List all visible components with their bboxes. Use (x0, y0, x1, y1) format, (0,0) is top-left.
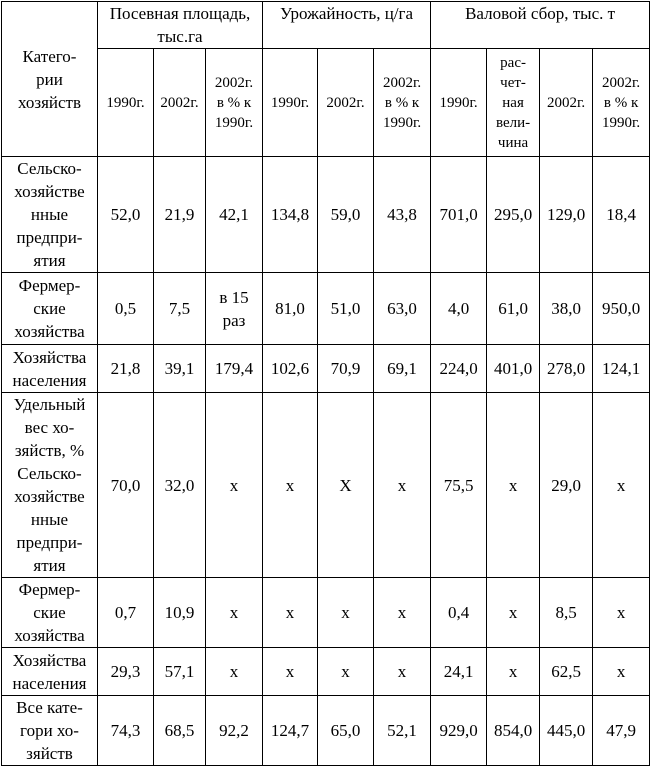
column-header: 1990г. (263, 49, 318, 157)
table-cell: 69,1 (374, 345, 431, 393)
group-header-gross-harvest: Валовой сбор, тыс. т (431, 2, 650, 49)
table-cell: 43,8 (374, 157, 431, 273)
table-cell: 701,0 (431, 157, 487, 273)
table-cell: х (487, 648, 540, 696)
column-header: 1990г. (98, 49, 154, 157)
table-cell: 929,0 (431, 696, 487, 766)
column-header: 2002г. в % к 1990г. (206, 49, 263, 157)
table-row (2, 578, 650, 648)
column-header: 2002г. (154, 49, 206, 157)
row-category: Удельный вес хо- зяйств, % Сельско- хозяйстве нные предпри- ятия (2, 393, 98, 578)
table-cell: х (206, 648, 263, 696)
column-header: 2002г. (318, 49, 374, 157)
table-cell: 39,1 (154, 345, 206, 393)
group-header-sown-area: Посевная площадь, тыс.га (98, 2, 263, 49)
table-cell: в 15 раз (206, 273, 263, 345)
table-cell: х (263, 578, 318, 648)
table-cell: 81,0 (263, 273, 318, 345)
column-header: рас- чет- ная вели- чина (487, 49, 540, 157)
table-cell: 61,0 (487, 273, 540, 345)
table-cell: 854,0 (487, 696, 540, 766)
table-cell: х (263, 393, 318, 578)
table-cell: х (374, 648, 431, 696)
table-cell: 47,9 (593, 696, 650, 766)
table-row (2, 157, 650, 273)
table-cell: 401,0 (487, 345, 540, 393)
table-row (2, 345, 650, 393)
table-cell: 29,3 (98, 648, 154, 696)
row-category: Хозяйства населения (2, 345, 98, 393)
table-cell: х (593, 393, 650, 578)
table-cell: х (206, 393, 263, 578)
table-cell: 10,9 (154, 578, 206, 648)
row-category: Фермер- ские хозяйства (2, 578, 98, 648)
table-cell: х (487, 578, 540, 648)
table-cell: х (593, 578, 650, 648)
table-cell: 70,0 (98, 393, 154, 578)
table-cell: 0,5 (98, 273, 154, 345)
table-cell: 129,0 (540, 157, 593, 273)
table-cell: 68,5 (154, 696, 206, 766)
table-cell: х (206, 578, 263, 648)
table-row (2, 273, 650, 345)
table-cell: 42,1 (206, 157, 263, 273)
table-cell: 52,1 (374, 696, 431, 766)
table-cell: 102,6 (263, 345, 318, 393)
table-cell: 74,3 (98, 696, 154, 766)
data-table (1, 1, 650, 766)
table-row (2, 696, 650, 766)
table-cell: 62,5 (540, 648, 593, 696)
table-cell: х (593, 648, 650, 696)
table-cell: 295,0 (487, 157, 540, 273)
table-cell: 24,1 (431, 648, 487, 696)
table-cell: 134,8 (263, 157, 318, 273)
row-category: Все кате- гори хо- зяйств (2, 696, 98, 766)
table-cell: 950,0 (593, 273, 650, 345)
table-cell: 75,5 (431, 393, 487, 578)
table-cell: 4,0 (431, 273, 487, 345)
table-cell: 38,0 (540, 273, 593, 345)
table-cell: 51,0 (318, 273, 374, 345)
table-row (2, 393, 650, 578)
table-cell: 224,0 (431, 345, 487, 393)
column-header: 2002г. в % к 1990г. (374, 49, 431, 157)
column-header: 2002г. (540, 49, 593, 157)
table-cell: х (318, 648, 374, 696)
table-cell: 59,0 (318, 157, 374, 273)
table-cell: 124,7 (263, 696, 318, 766)
table-cell: 8,5 (540, 578, 593, 648)
column-header: 1990г. (431, 49, 487, 157)
category-header: Катего- рии хозяйств (2, 2, 98, 157)
table-cell: 124,1 (593, 345, 650, 393)
table-cell: 0,4 (431, 578, 487, 648)
row-category: Хозяйства населения (2, 648, 98, 696)
table-cell: 445,0 (540, 696, 593, 766)
table-cell: х (374, 393, 431, 578)
table-cell: 21,9 (154, 157, 206, 273)
table-cell: 0,7 (98, 578, 154, 648)
table-cell: 65,0 (318, 696, 374, 766)
table-cell: 7,5 (154, 273, 206, 345)
table-row (2, 648, 650, 696)
table-cell: 57,1 (154, 648, 206, 696)
table-cell: 32,0 (154, 393, 206, 578)
column-header: 2002г. в % к 1990г. (593, 49, 650, 157)
table-cell: х (263, 648, 318, 696)
row-category: Фермер- ские хозяйства (2, 273, 98, 345)
table-cell: 63,0 (374, 273, 431, 345)
table-cell: 21,8 (98, 345, 154, 393)
table-cell: 278,0 (540, 345, 593, 393)
table-cell: 18,4 (593, 157, 650, 273)
table-cell: 70,9 (318, 345, 374, 393)
table-cell: 29,0 (540, 393, 593, 578)
group-header-yield: Урожайность, ц/га (263, 2, 431, 49)
row-category: Сельско- хозяйстве нные предпри- ятия (2, 157, 98, 273)
table-cell: х (318, 578, 374, 648)
table-cell: Х (318, 393, 374, 578)
table-cell: 92,2 (206, 696, 263, 766)
table-cell: х (374, 578, 431, 648)
table-cell: 179,4 (206, 345, 263, 393)
table-cell: 52,0 (98, 157, 154, 273)
table-cell: х (487, 393, 540, 578)
